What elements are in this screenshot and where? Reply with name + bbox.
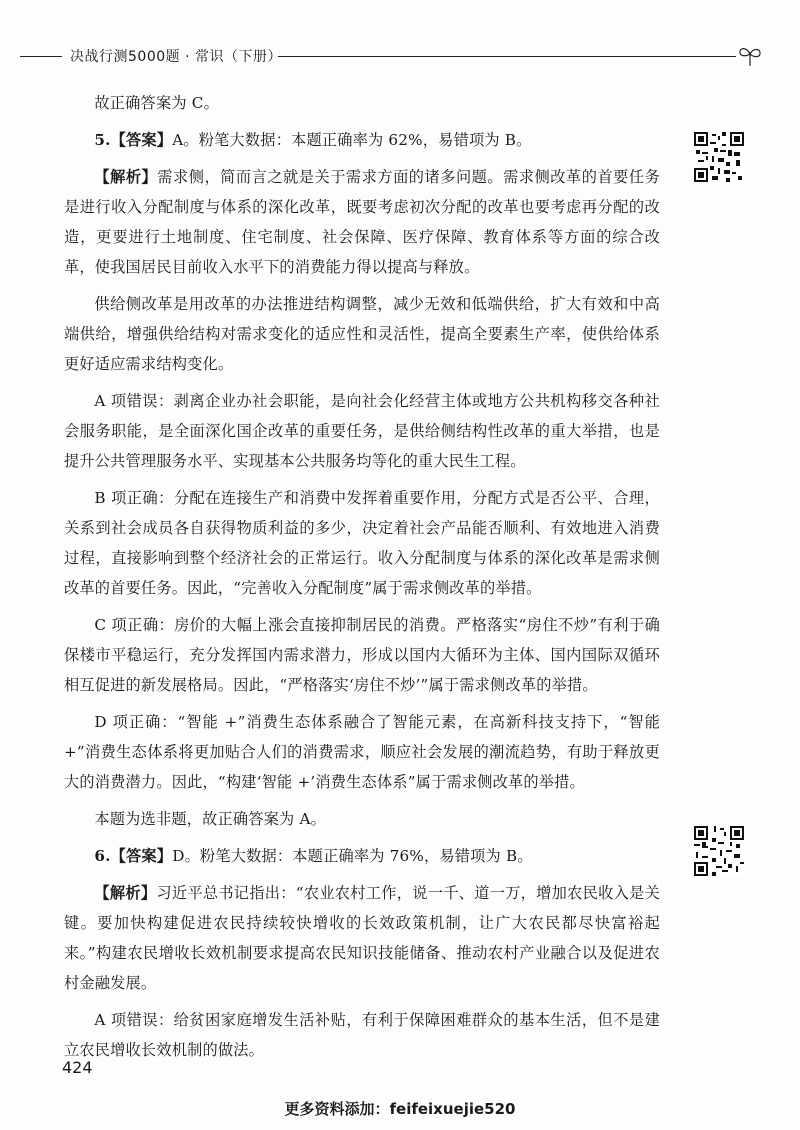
sprout-icon [736,44,764,68]
paragraph-text: D。粉笔大数据：本题正确率为 76%，易错项为 B。 [172,847,533,865]
answer-label: 5.【答案】 [94,131,173,149]
paragraph-option-c [64,610,660,700]
paragraph-text: 需求侧，简而言之就是关于需求方面的诸多问题。需求侧改革的首要任务是进行收入分配制度与体系的深化改革，既要考虑初次分配的改革也要考虑再分配的改造，更要进行土地制度、住宅制度、社会保障、医疗保障、教育体系等方面的综合改革，使我国居民目前收入水平下的消费能力得以提高与释放。 [64,168,660,276]
paragraph-conclusion-prev [64,88,660,118]
qr-code-icon[interactable] [694,826,744,876]
paragraph-option-a-6 [64,1005,660,1065]
paragraph-text: A 项错误：剥离企业办社会职能，是向社会化经营主体或地方公共机构移交各种社会服务职能，是全面深化国企改革的重要任务，是供给侧结构性改革的重大举措，也是提升公共管理服务水平、实现基本公共服务均等化的重大民生工程。 [64,392,660,470]
paragraph-text: B 项正确：分配在连接生产和消费中发挥着重要作用，分配方式是否公平、合理，关系到社会成员各自获得物质利益的多少，决定着社会产品能否顺利、有效地进入消费过程，直接影响到整个经济社会的正常运行。收入分配制度与体系的深化改革是需求侧改革的首要任务。因此，“完善收入分配制度”属于需求侧改革的举措。 [64,489,660,597]
analysis-label: 【解析】 [94,168,158,186]
paragraph-conclusion-5 [64,804,660,834]
running-header [20,44,760,68]
answer-6 [64,841,660,871]
header-title: 决战行测5000题 · 常识（下册） [70,46,288,66]
analysis-5 [64,162,660,282]
paragraph-text: C 项正确：房价的大幅上涨会直接抑制居民的消费。严格落实“房住不炒”有利于确保楼市平稳运行，充分发挥国内需求潜力，形成以国内大循环为主体、国内国际双循环相互促进的新发展格局。因此，“严格落实‘房住不炒’”属于需求侧改革的举措。 [64,616,660,694]
paragraph-option-b [64,483,660,603]
page-number: 424 [62,1058,93,1077]
analysis-label: 【解析】 [94,884,157,902]
paragraph-text: D 项正确：“智能 +”消费生态体系融合了智能元素，在高新科技支持下，“智能 +”消费生态体系将更加贴合人们的消费需求，顺应社会发展的潮流趋势，有助于释放更大的消费潜力。因此，“构建‘智能 +’消费生态体系”属于需求侧改革的举措。 [64,713,660,791]
answer-explanations [64,88,660,1072]
paragraph-text: 习近平总书记指出：“农业农村工作，说一千、道一万，增加农民收入是关键。要加快构建促进农民持续较快增收的长效政策机制，让广大农民都尽快富裕起来。”构建农民增收长效机制要求提高农民知识技能储备、推动农村产业融合以及促进农村金融发展。 [64,884,660,992]
paragraph-option-d [64,707,660,797]
paragraph-text: A 项错误：给贫困家庭增发生活补贴，有利于保障困难群众的基本生活，但不是建立农民增收长效机制的做法。 [64,1011,660,1059]
header-rule-right [278,56,736,57]
paragraph-text: 供给侧改革是用改革的办法推进结构调整，减少无效和低端供给，扩大有效和中高端供给，增强供给结构对需求变化的适应性和灵活性，提高全要素生产率，使供给体系更好适应需求结构变化。 [64,295,660,373]
paragraph-option-a [64,386,660,476]
header-rule-left [20,56,62,57]
paragraph-text: A。粉笔大数据：本题正确率为 62%，易错项为 B。 [172,131,532,149]
answer-5 [64,125,660,155]
footer-note: 更多资料添加：feifeixuejie520 [284,1100,516,1118]
paragraph-text: 故正确答案为 C。 [94,94,219,112]
paragraph-supply-side [64,289,660,379]
answer-label: 6.【答案】 [94,847,173,865]
analysis-6 [64,878,660,998]
paragraph-text: 本题为选非题，故正确答案为 A。 [94,810,327,828]
qr-code-icon[interactable] [694,132,744,182]
